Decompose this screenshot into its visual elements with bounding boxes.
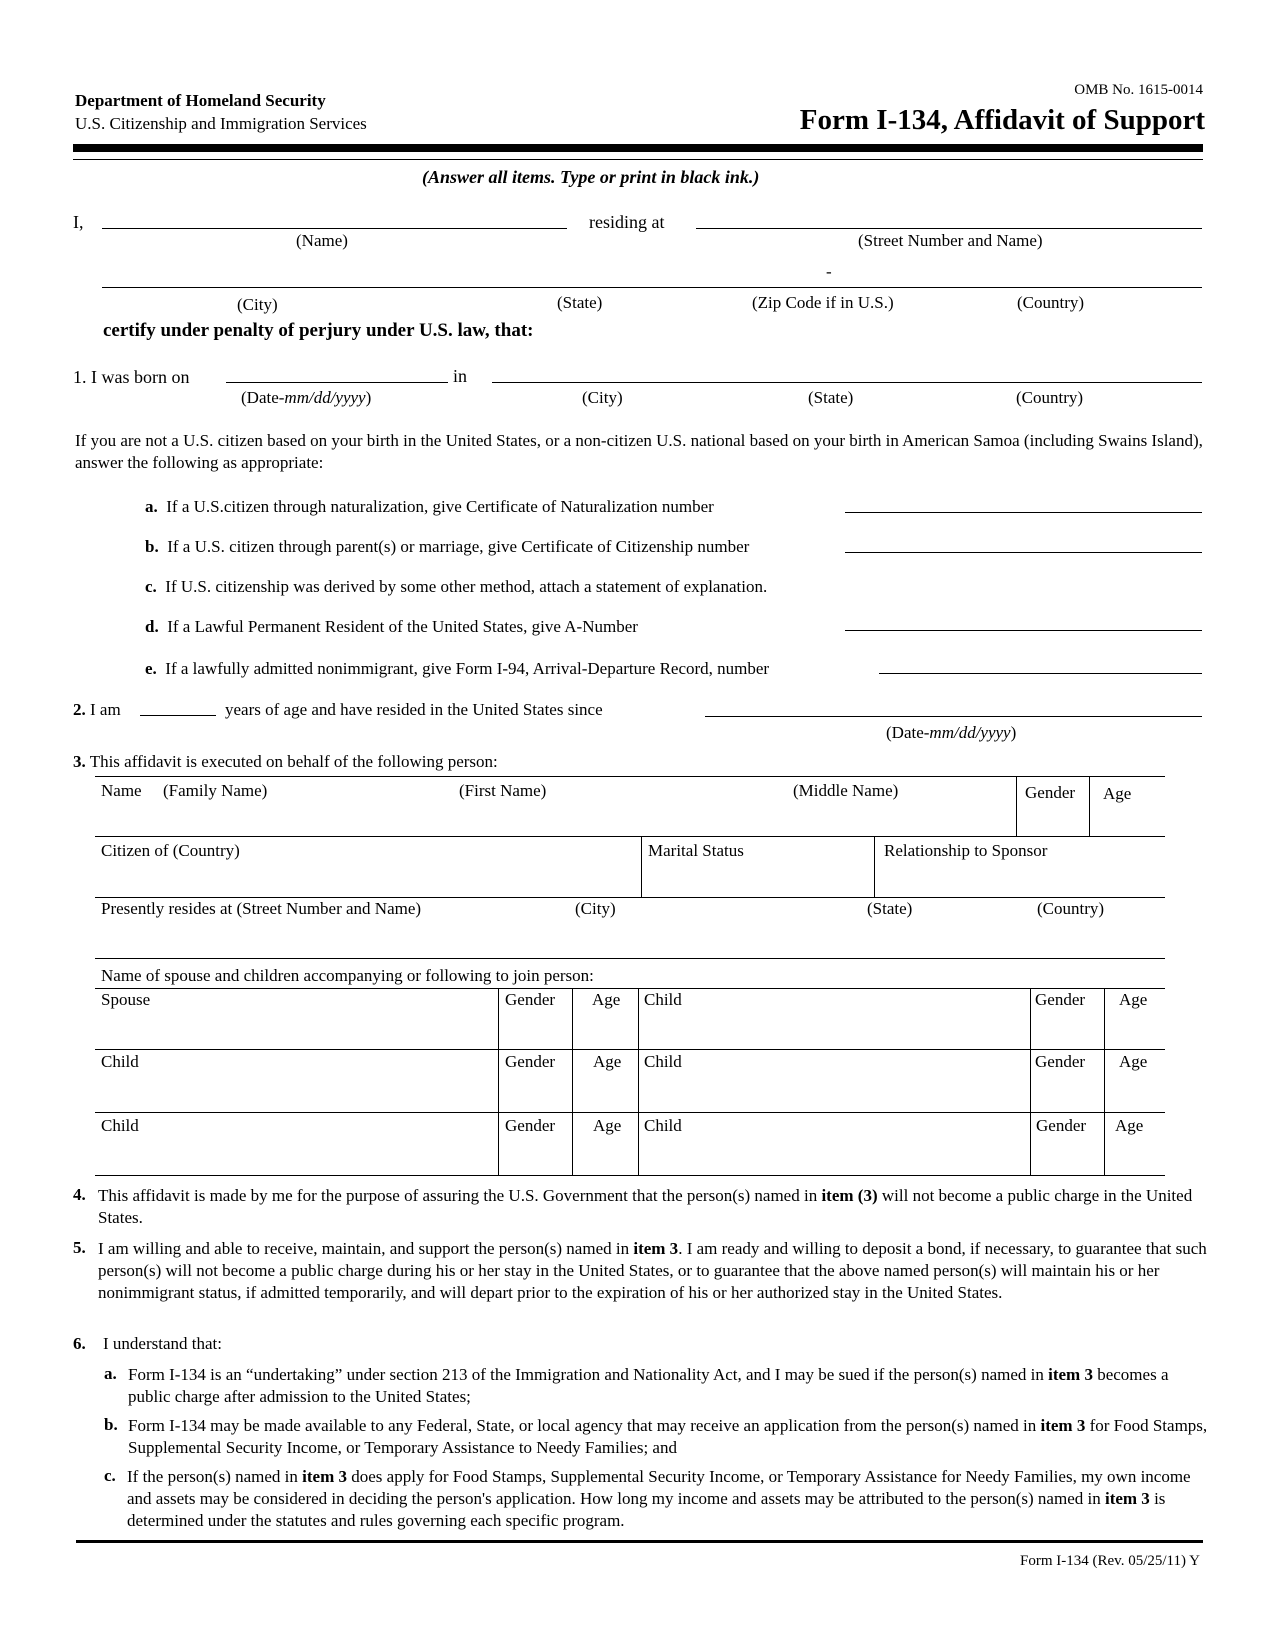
name-label: Name [101, 781, 142, 800]
t1-v3 [641, 836, 642, 897]
item1d-text: If a Lawful Permanent Resident of the United States, give A-Number [167, 617, 638, 636]
item6b-post: for Food Stamps, Supplemental Security Income, or Temporary Assistance to Needy Families; and [128, 1416, 1208, 1457]
item6c-text [127, 1466, 1207, 1532]
person-gender-input[interactable] [1020, 805, 1090, 833]
certify-statement: certify under penalty of perjury under U.S. law, that: [103, 320, 534, 341]
birth-place-input[interactable] [492, 359, 1206, 383]
naturalization-number-input[interactable] [845, 489, 1206, 513]
item1e [145, 659, 769, 679]
item1b [145, 537, 749, 557]
spouse-age-input[interactable] [576, 1015, 638, 1045]
child2-label: Child [101, 1052, 139, 1071]
item4-post: will not become a public charge in the United States. [98, 1186, 1193, 1227]
item6a-bold: item 3 [1048, 1365, 1093, 1384]
child2-age-label: Age [593, 1052, 622, 1071]
item1-born-on-label: . I was born on [82, 367, 190, 387]
child4-gender-input[interactable] [502, 1141, 572, 1171]
birth-date-input[interactable] [226, 359, 452, 383]
item6a-text [128, 1364, 1213, 1408]
spouse-name-input[interactable] [100, 1015, 496, 1045]
item1b-text: If a U.S. citizen through parent(s) or marriage, give Certificate of Citizenship number [167, 537, 750, 556]
item6c-pre: If the person(s) named in [127, 1467, 303, 1486]
item5-text [98, 1238, 1208, 1304]
middle-name-label: (Middle Name) [793, 781, 899, 800]
item1-in-label: in [453, 366, 468, 386]
t2-top [95, 988, 1165, 989]
i-label: I, [73, 212, 84, 232]
child2-gender-input[interactable] [502, 1078, 572, 1108]
item1e-letter: e. [145, 659, 157, 678]
t1-v1 [1016, 776, 1017, 836]
child2-name-input[interactable] [100, 1078, 496, 1108]
first-name-label: (First Name) [459, 781, 547, 800]
accompany-title: Name of spouse and children accompanying or following to join person: [101, 966, 594, 985]
child5-label: Child [644, 1116, 682, 1135]
child2-age-input[interactable] [576, 1078, 638, 1108]
item2-years-text: years of age and have resided in the United States since [225, 700, 603, 719]
child3-gender-label: Gender [1035, 1052, 1086, 1071]
t2-v4 [1030, 988, 1031, 1175]
zip-caption: (Zip Code if in U.S.) [752, 293, 894, 312]
citizen-of-label: Citizen of (Country) [101, 841, 240, 860]
item1c-text: If U.S. citizenship was derived by some other method, attach a statement of explanation. [165, 577, 768, 596]
child3-age-label: Age [1119, 1052, 1148, 1071]
item3-number: 3. [73, 752, 86, 771]
city-caption: (City) [237, 295, 278, 314]
agency-name: Department of Homeland Security [75, 91, 326, 110]
child4-name-input[interactable] [100, 1141, 496, 1171]
form-footer: Form I-134 (Rev. 05/25/11) Y [1020, 1553, 1200, 1569]
item6b-letter: b. [104, 1415, 118, 1434]
item1a-letter: a. [145, 497, 158, 516]
child1-age-input[interactable] [1108, 1015, 1167, 1045]
item6a-letter: a. [104, 1364, 117, 1383]
item6c-bold2: item 3 [1104, 1489, 1150, 1508]
item1-born-on [73, 367, 189, 388]
item1-number: 1 [73, 367, 82, 387]
item4-pre: This affidavit is made by me for the purpose of assuring the U.S. Government that the person(s) named in [98, 1186, 822, 1205]
person-name-input[interactable] [100, 805, 1014, 833]
resides-city-label: (City) [575, 899, 616, 918]
item6c-letter: c. [104, 1466, 116, 1485]
t2-bottom [95, 1175, 1165, 1176]
spouse-age-label: Age [592, 990, 621, 1009]
t2-v5 [1104, 988, 1105, 1175]
child5-gender-label: Gender [1036, 1116, 1087, 1135]
person-gender-label: Gender [1025, 783, 1076, 802]
item6a-post: becomes a public charge after admission to the United States; [128, 1365, 1169, 1406]
item6c-bold: item 3 [302, 1467, 347, 1486]
spouse-gender-label: Gender [505, 990, 556, 1009]
child3-gender-input[interactable] [1034, 1078, 1104, 1108]
birth-date-caption [241, 388, 371, 408]
country-input[interactable] [980, 264, 1204, 288]
name-input[interactable] [102, 205, 571, 229]
item1a-text: If a U.S.citizen through naturalization, give Certificate of Naturalization number [166, 497, 714, 516]
item6c-post: is determined under the statutes and rules governing each specific program. [127, 1489, 1166, 1530]
t1-top [95, 776, 1165, 777]
item5-number: 5. [73, 1238, 86, 1257]
child3-name-input[interactable] [643, 1078, 1029, 1108]
child5-age-input[interactable] [1108, 1141, 1167, 1171]
birth-city-caption: (City) [582, 388, 623, 407]
item1e-text: If a lawfully admitted nonimmigrant, give Form I-94, Arrival-Departure Record, number [165, 659, 770, 678]
item6-intro: I understand that: [103, 1334, 222, 1353]
item6b-pre: Form I-134 may be made available to any Federal, State, or local agency that may receive an application from the person(s) named in [128, 1416, 1041, 1435]
zip-input[interactable] [735, 264, 939, 288]
item6b-text [128, 1415, 1208, 1459]
person-age-input[interactable] [1093, 805, 1167, 833]
name-caption: (Name) [296, 231, 348, 250]
t1-bottom [95, 958, 1165, 959]
item6b-bold: item 3 [1040, 1416, 1086, 1435]
resides-at-label: Presently resides at (Street Number and Name) [101, 899, 422, 918]
child3-label: Child [644, 1052, 682, 1071]
child5-age-label: Age [1115, 1116, 1144, 1135]
family-name-label: (Family Name) [163, 781, 268, 800]
child1-gender-input[interactable] [1034, 1015, 1104, 1045]
spouse-label: Spouse [101, 990, 151, 1009]
child5-gender-input[interactable] [1034, 1141, 1104, 1171]
item4-bold: item (3) [821, 1186, 878, 1205]
t2-v2 [572, 988, 573, 1175]
resides-at-input[interactable] [100, 925, 1164, 953]
relationship-input[interactable] [880, 865, 1166, 893]
resided-date-caption [886, 723, 1016, 743]
form-title: Form I-134, Affidavit of Support [799, 104, 1205, 136]
zip-dash: - [826, 262, 832, 281]
relationship-label: Relationship to Sponsor [884, 841, 1048, 860]
instructions: (Answer all items. Type or print in black ink.) [422, 167, 760, 187]
item2-i-am-label: I am [90, 700, 121, 719]
item3-title [73, 752, 498, 772]
country-caption: (Country) [1017, 293, 1085, 312]
child1-name-input[interactable] [643, 1015, 1029, 1045]
item1a [145, 497, 714, 517]
city-input[interactable] [102, 264, 506, 288]
residing-at-label: residing at [589, 212, 665, 232]
child3-age-input[interactable] [1108, 1078, 1167, 1108]
item6-number: 6. [73, 1334, 86, 1353]
child4-label: Child [101, 1116, 139, 1135]
marital-status-label: Marital Status [648, 841, 744, 860]
street-caption: (Street Number and Name) [858, 231, 1043, 250]
t2-v3 [638, 988, 639, 1175]
item2-i-am [73, 700, 121, 720]
resides-state-label: (State) [867, 899, 913, 918]
citizen-of-input[interactable] [100, 865, 639, 893]
item5-post: . I am ready and willing to deposit a bond, if necessary, to guarantee that such person(s) will not become a public charge during his or her stay in the United States, or to guarantee that the above named person(s) will maintain his or her nonimmigrant status, if admitted temporarily, and will depart prior to the expiration of his or her authorized stay in the United States. [98, 1239, 1207, 1302]
spouse-gender-input[interactable] [502, 1015, 572, 1045]
birth-date-caption-post: ) [365, 388, 372, 407]
item1-note: If you are not a U.S. citizen based on your birth in the United States, or a non-citizen U.S. national based on your birth in American Samoa (including Swains Island), answer the following as appropriate: [75, 431, 1203, 472]
item4-text [98, 1185, 1198, 1229]
footer-rule [76, 1540, 1203, 1543]
item1d [145, 617, 638, 637]
child4-gender-label: Gender [505, 1116, 556, 1135]
t2-row3 [95, 1112, 1165, 1113]
a-number-input[interactable] [845, 607, 1206, 631]
item1d-letter: d. [145, 617, 159, 636]
item5-pre: I am willing and able to receive, maintain, and support the person(s) named in [98, 1239, 634, 1258]
resided-date-caption-post: ) [1010, 723, 1017, 742]
omb-number: OMB No. 1615-0014 [1074, 82, 1203, 98]
birth-date-caption-format: mm/dd/yyyy [284, 388, 366, 407]
resided-date-caption-format: mm/dd/yyyy [929, 723, 1011, 742]
child5-name-input[interactable] [643, 1141, 1029, 1171]
child1-label: Child [644, 990, 682, 1009]
child1-age-label: Age [1119, 990, 1148, 1009]
item5-bold: item 3 [633, 1239, 679, 1258]
i94-number-input[interactable] [879, 650, 1206, 674]
citizenship-number-input[interactable] [845, 529, 1206, 553]
t2-row2 [95, 1049, 1165, 1050]
item6a-pre: Form I-134 is an “undertaking” under section 213 of the Immigration and Nationality Act, and I may be sued if the person(s) named in [128, 1365, 1049, 1384]
item4-number: 4. [73, 1185, 86, 1204]
child1-gender-label: Gender [1035, 990, 1086, 1009]
resides-country-label: (Country) [1037, 899, 1105, 918]
child2-gender-label: Gender [505, 1052, 556, 1071]
t1-row3 [95, 897, 1165, 898]
birth-date-caption-pre: (Date- [241, 388, 285, 407]
state-input[interactable] [520, 264, 724, 288]
marital-status-input[interactable] [646, 865, 872, 893]
item1b-letter: b. [145, 537, 159, 556]
sub-agency-name: U.S. Citizenship and Immigration Services [75, 114, 367, 133]
birth-state-caption: (State) [808, 388, 854, 407]
item2-number: 2. [73, 700, 86, 719]
child4-age-input[interactable] [576, 1141, 638, 1171]
child4-age-label: Age [593, 1116, 622, 1135]
resided-date-caption-pre: (Date- [886, 723, 930, 742]
resided-since-input[interactable] [705, 693, 1206, 717]
state-caption: (State) [557, 293, 603, 312]
item1c [145, 577, 767, 597]
header-thin-rule [73, 159, 1203, 160]
street-input[interactable] [696, 205, 1206, 229]
birth-country-caption: (Country) [1016, 388, 1084, 407]
header-thick-rule [73, 144, 1203, 152]
item3-title-text: This affidavit is executed on behalf of the following person: [89, 752, 498, 771]
t2-v1 [498, 988, 499, 1175]
t1-v4 [874, 836, 875, 897]
item6c-mid: does apply for Food Stamps, Supplemental Security Income, or Temporary Assistance for Needy Families, my own income and assets may be considered in deciding the person's application. How long my income and assets may be attributed to the person(s) named in [127, 1467, 1191, 1508]
age-input[interactable] [140, 692, 220, 716]
item1c-letter: c. [145, 577, 157, 596]
t1-row2 [95, 836, 1165, 837]
person-age-label: Age [1103, 784, 1132, 803]
